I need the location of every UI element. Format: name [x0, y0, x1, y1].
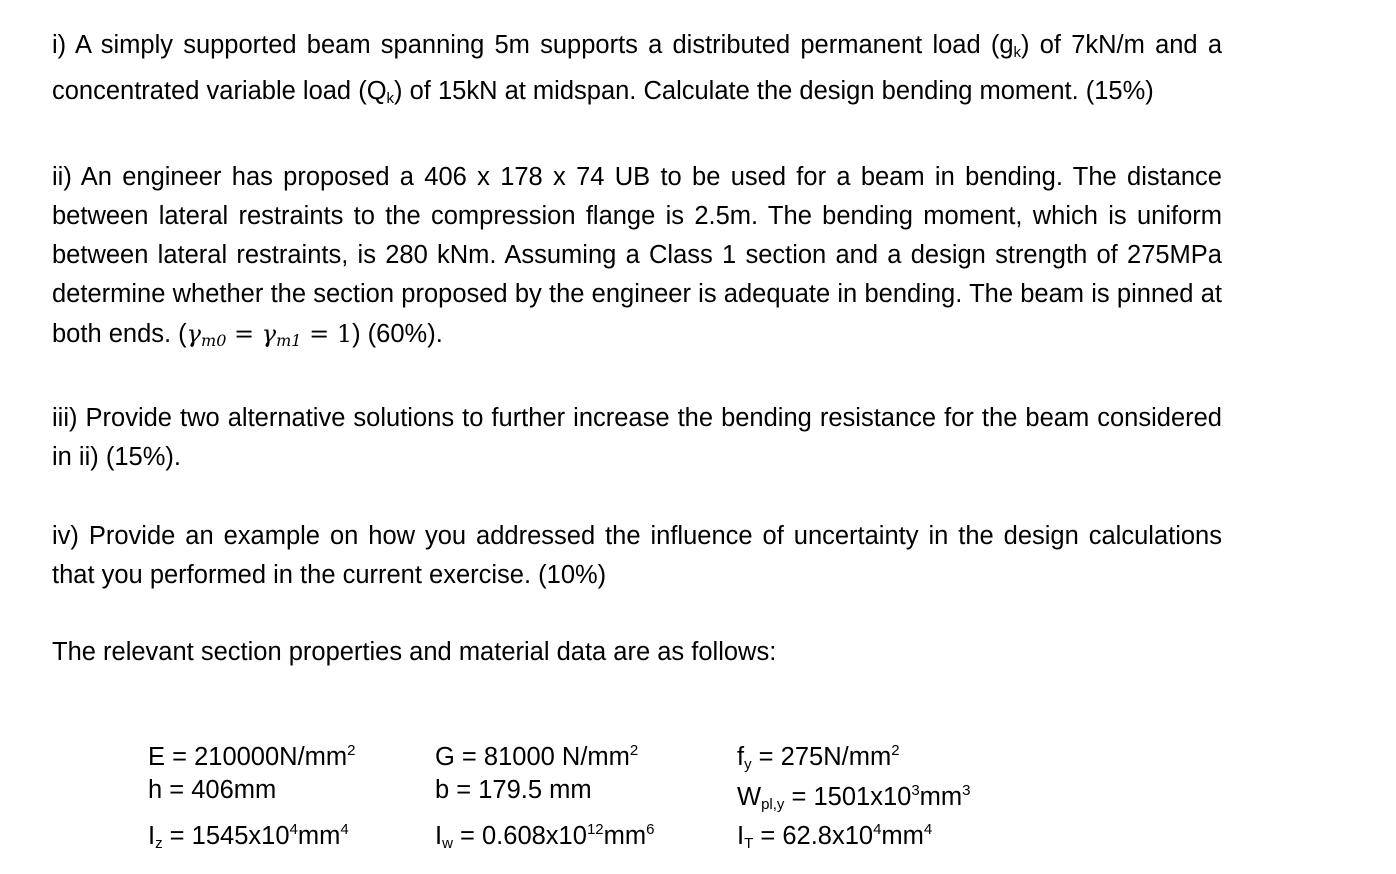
gamma-m1-symbol: γ: [261, 319, 277, 348]
question-iv: iv) Provide an example on how you addressed the influence of uncertainty in the design calculations that you performed in the current exercise. (10%): [52, 521, 1222, 589]
property-iz: $I_z = 1545x10^4mm^4$: [148, 821, 349, 852]
question-i: [52, 26, 1222, 119]
question-i-text-2: ) of 7kN/m and a concentrated variable load (Q: [52, 31, 1222, 106]
question-sheet: [52, 26, 1222, 673]
properties-intro: The relevant section properties and material data are as follows:: [52, 638, 777, 667]
gamma-value: = 1: [301, 319, 353, 348]
qk-subscript: k: [386, 90, 395, 108]
property-it: $I_T = 62.8x10^4mm^4$: [737, 821, 933, 852]
property-h: h = 406mm: [148, 775, 277, 804]
gamma-m0-symbol: γ: [186, 319, 202, 348]
question-iii: iii) Provide two alternative solutions to further increase the bending resistance for the beam considered in ii) (15%).: [52, 404, 1222, 472]
property-iw: $I_w = 0.608x10^{12}mm^6$: [435, 821, 655, 852]
question-ii: [52, 158, 1222, 360]
properties-column-2: [435, 731, 654, 850]
question-ii-weight: ) (60%).: [352, 319, 443, 348]
gamma-m1-subscript: m1: [276, 330, 302, 350]
properties-column-1: [148, 731, 356, 850]
property-b: b = 179.5 mm: [435, 775, 592, 804]
property-e: $E = 210000N/mm^2$: [148, 742, 356, 771]
equals-sign: =: [226, 319, 262, 348]
question-ii-text: ii) An engineer has proposed a 406 x 178 x 74 UB to be used for a beam in bending. The distance between lateral restraints to the compression flange is 2.5m. The bending moment, which is uniform between lateral restraints, is 280 kNm. Assuming a Class 1 section and a design strength of 275MPa determine whether the section proposed by the engineer is adequate in bending. The beam is pinned at both ends. (: [52, 162, 1222, 348]
property-wply: $W_{pl,y} = 1501x10^3mm^3$: [737, 781, 971, 813]
property-fy: $f_y = 275N/mm^2$: [737, 742, 900, 773]
gk-subscript: k: [1013, 44, 1022, 61]
property-g: G = 81000 $N/mm^2$: [435, 742, 639, 771]
properties-column-3: [737, 731, 971, 850]
question-i-text-1: i) A simply supported beam spanning 5m supports a distributed permanent load (g: [52, 31, 1014, 59]
question-i-text-3: ) of 15kN at midspan. Calculate the design bending moment. (15%): [394, 77, 1154, 106]
gamma-m0-subscript: m0: [201, 330, 227, 350]
